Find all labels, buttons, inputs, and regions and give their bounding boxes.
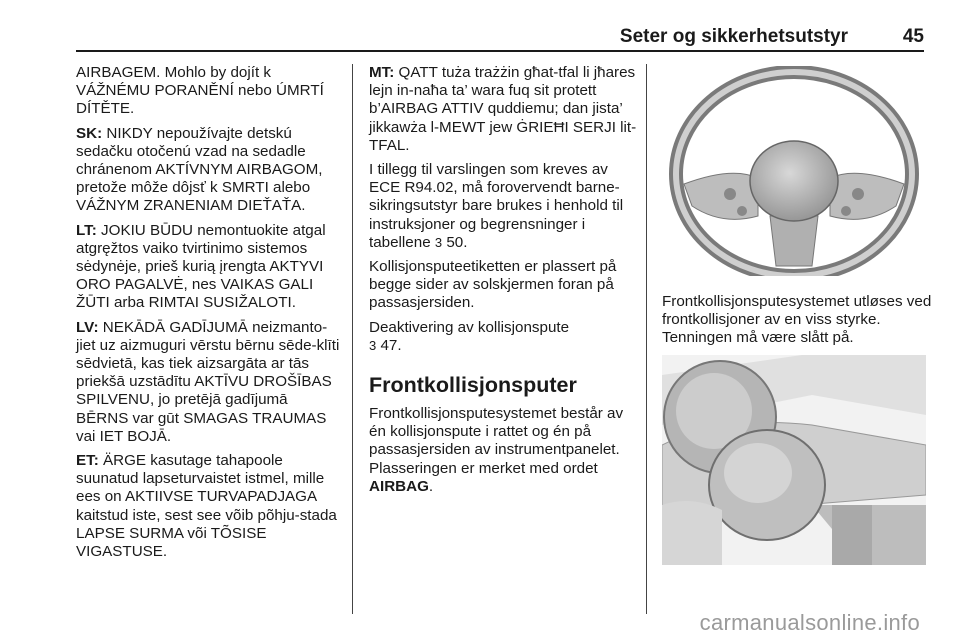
steering-wheel-figure xyxy=(662,66,926,276)
warning-et: ET: ÄRGE kasutage tahapoole suunatud lapseturvaistet istmel, mille ees on AKTIIVSE TURVAPADJAGA kaitstud iste, sest see võib põhju-stada LAPSE SURMA või TÕSISE VIGASTUSE. xyxy=(76,452,337,561)
passenger-airbag-icon xyxy=(662,355,926,565)
warning-mt: MT: QATT tuża trażżin għat-tfal li jħares lejn in-naħa ta’ wara fuq sit protett b’AIRBAG ATTIV quddiemu; dan jista’ jikkawża l-MEWT jew ĠRIEĦI SERJI lit-TFAL. xyxy=(369,64,637,154)
header-rule xyxy=(76,50,924,52)
page-ref-link[interactable]: 50. xyxy=(446,233,468,251)
warning-cs: AIRBAGEM. Mohlo by dojít k VÁŽNÉMU PORANĚNÍ nebo ÚMRTÍ DÍTĚTE. xyxy=(76,64,324,118)
watermark: carmanualsonline.info xyxy=(699,610,920,635)
warning-lv: LV: NEKĀDĀ GADĪJUMĀ neizmanto-jiet uz aizmuguri vērstu bērnu sēde-klīti sēdvietā, kas tiek aizsargāta ar tās priekšā uzstādītu AKTĪVU DROŠĪBAS SPILVENU, jo pretējā gadījumā BĒRNS var gūt SMAGAS TRAUMAS vai IET BOJĀ. xyxy=(76,318,340,445)
page-ref-link[interactable]: 47. xyxy=(380,336,402,354)
page-ref-icon: 3 xyxy=(434,234,443,250)
page-number: 45 xyxy=(902,26,924,47)
warning-lt: LT: JOKIU BŪDU nemontuokite atgal atgręžtos vaiko tvirtinimo sistemos sėdynėje, prieš kurią įrengta AKTYVI ORO PAGALVĖ, nes VAIKAS GALI ŽŪTI arba RIMTAI SUSIŽALOTI. xyxy=(76,221,326,312)
header-title: Seter og sikkerhetsutstyr xyxy=(619,26,848,47)
paragraph-label-location: Kollisjonsputeetiketten er plassert på begge sider av solskjermen foran på passasjersiden. xyxy=(369,258,617,312)
page-ref-icon: 3 xyxy=(369,337,377,353)
column-divider-right xyxy=(646,64,647,614)
column-1 xyxy=(76,64,344,567)
section-heading: Frontkollisjonsputer xyxy=(369,373,577,398)
figure-caption: Frontkollisjonsputesystemet utløses ved frontkollisjoner av en viss styrke. Tenningen må være slått på. xyxy=(662,293,932,347)
column-2 xyxy=(369,64,637,502)
paragraph-front-airbags: Frontkollisjonsputesystemet består av én kollisjonspute i rattet og én på passasjersiden av instrumentpanelet. Plasseringen er merket med ordet AIRBAG. xyxy=(369,405,624,495)
paragraph-deactivation: Deaktivering av kollisjonspute 3 47. xyxy=(369,318,570,354)
column-divider-left xyxy=(352,64,353,614)
steering-wheel-icon xyxy=(662,66,926,276)
passenger-airbag-figure xyxy=(662,355,926,565)
warning-sk: SK: NIKDY nepoužívajte detskú sedačku otočenú vzad na sedadle chránenom AKTÍVNYM AIRBAGOM, pretože môže dôjsť k SMRTI alebo VÁŽNYM ZRANENIAM DIEŤAŤA. xyxy=(76,124,323,215)
paragraph-addition: I tillegg til varslingen som kreves av ECE R94.02, må forovervendt barne-sikringsutstyr bare brukes i henhold til instruksjoner og begrensninger i tabellene 3 50. xyxy=(369,161,624,251)
